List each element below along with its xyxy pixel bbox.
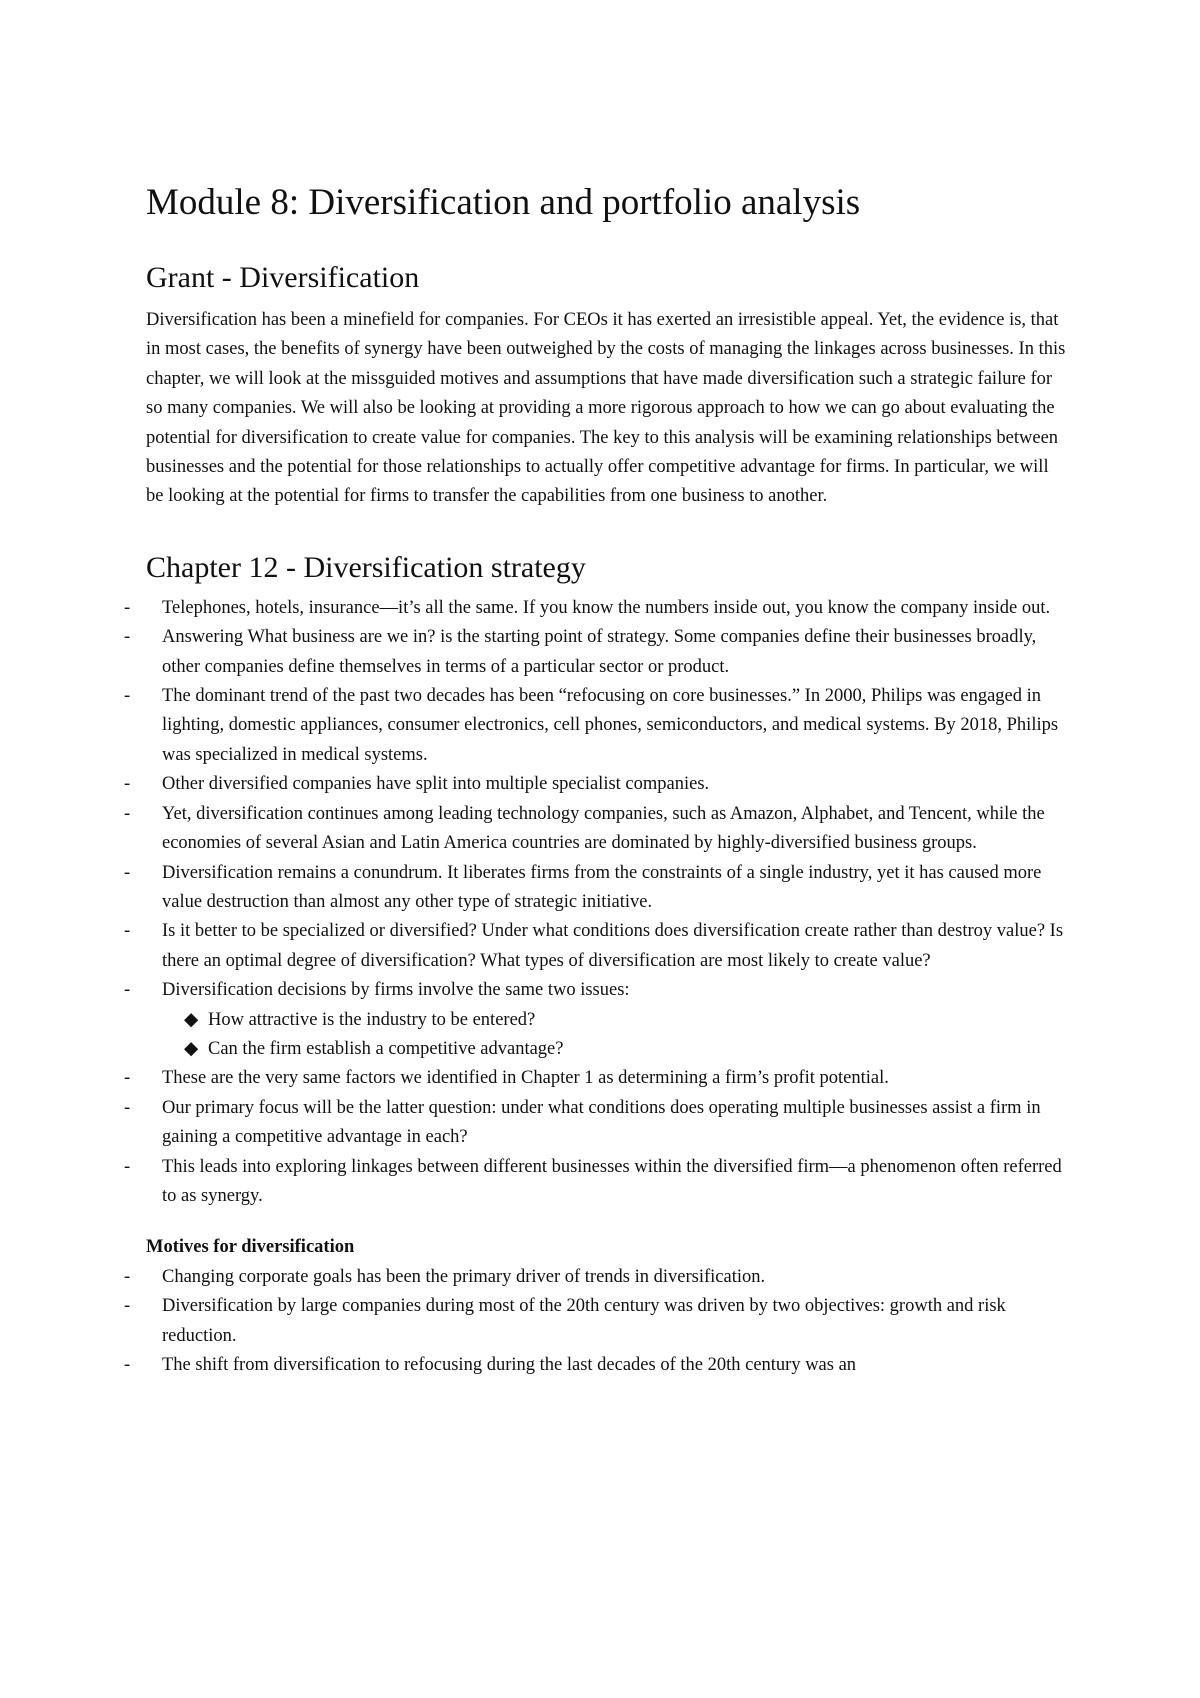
bullet-text: Is it better to be specialized or diversified? Under what conditions does diversification create rather than destroy value? Is there an optimal degree of diversification? What types of diversification are most likely to create value? <box>162 921 1064 971</box>
bullet-item <box>124 917 1066 976</box>
bullet-item <box>124 1153 1066 1212</box>
document-content <box>124 178 1066 1380</box>
chapter-bullet-list <box>124 594 1066 1006</box>
bullet-item <box>124 682 1066 770</box>
bullet-item <box>124 1263 1066 1292</box>
diamond-bullet-icon: ◆ <box>184 1038 199 1059</box>
bullet-dash: - <box>124 980 131 1001</box>
section-heading-chapter-12: Chapter 12 - Diversification strategy <box>146 550 586 584</box>
bullet-item <box>124 976 1066 1005</box>
bullet-dash: - <box>124 1097 131 1118</box>
bullet-dash: - <box>124 1296 131 1317</box>
bullet-text: Telephones, hotels, insurance—it’s all the same. If you know the numbers inside out, you know the company inside out. <box>162 597 1051 618</box>
bullet-dash: - <box>124 597 131 618</box>
bullet-item <box>124 1064 1066 1093</box>
intro-paragraph: Diversification has been a minefield for companies. For CEOs it has exerted an irresistible appeal. Yet, the evidence is, that in most cases, the benefits of synergy have been outweighed by the costs of managing the linkages across businesses. In this chapter, we will look at the missguided motives and assumptions that have made diversification such a strategic failure for so many companies. We will also be looking at providing a more rigorous approach to how we can go about evaluating the potential for diversification to create value for companies. The key to this analysis will be examining relationships between businesses and the potential for those relationships to actually offer competitive advantage for firms. In particular, we will be looking at the potential for firms to transfer the capabilities from one business to another. <box>146 310 1066 507</box>
page-title: Module 8: Diversification and portfolio analysis <box>146 182 861 223</box>
chapter-bullet-list-continued <box>124 1064 1066 1211</box>
bullet-dash: - <box>124 774 131 795</box>
bullet-text: These are the very same factors we identified in Chapter 1 as determining a firm’s profit potential. <box>162 1068 889 1089</box>
bullet-item <box>124 800 1066 859</box>
bullet-dash: - <box>124 803 131 824</box>
bullet-text: The shift from diversification to refocusing during the last decades of the 20th century was an <box>162 1355 857 1375</box>
bullet-dash: - <box>124 862 131 883</box>
bullet-text: Yet, diversification continues among leading technology companies, such as Amazon, Alphabet, and Tencent, while the economies of several Asian and Latin America countries are dominated by highly-diversified business groups. <box>162 803 1045 854</box>
bullet-dash: - <box>124 921 131 942</box>
motives-bullet-list <box>124 1263 1066 1381</box>
bullet-item <box>124 1094 1066 1153</box>
subsection-heading-motives: Motives for diversification <box>146 1237 355 1258</box>
bullet-item <box>124 770 1066 799</box>
bullet-text: Changing corporate goals has been the primary driver of trends in diversification. <box>162 1266 766 1287</box>
bullet-text: Diversification by large companies during most of the 20th century was driven by two objectives: growth and risk reduction. <box>162 1296 1006 1346</box>
sub-item <box>146 1035 1066 1064</box>
bullet-text: Diversification decisions by firms involve the same two issues: <box>162 980 630 1001</box>
section-heading-grant: Grant - Diversification <box>146 261 420 294</box>
bullet-text: The dominant trend of the past two decades has been “refocusing on core businesses.” In 2000, Philips was engaged in lighting, domestic appliances, consumer electronics, cell phones, semiconductors, and medical systems. By 2018, Philips was specialized in medical systems. <box>162 686 1059 765</box>
bullet-text: Other diversified companies have split into multiple specialist companies. <box>162 774 710 795</box>
bullet-text: Answering What business are we in? is the starting point of strategy. Some companies define their businesses broadly, other companies define themselves in terms of a particular sector or product. <box>162 627 1037 677</box>
bullet-item <box>124 594 1066 623</box>
bullet-dash: - <box>124 686 131 707</box>
bullet-item <box>124 623 1066 682</box>
bullet-text: Our primary focus will be the latter question: under what conditions does operating multiple businesses assist a firm in gaining a competitive advantage in each? <box>162 1097 1041 1148</box>
bullet-text: This leads into exploring linkages between different businesses within the diversified firm—a phenomenon often referred to as synergy. <box>162 1156 1062 1206</box>
bullet-dash: - <box>124 1156 131 1177</box>
bullet-dash: - <box>124 1355 131 1375</box>
bullet-text: Diversification remains a conundrum. It liberates firms from the constraints of a single industry, yet it has caused more value destruction than almost any other type of strategic initiative. <box>162 862 1042 912</box>
bullet-dash: - <box>124 1068 131 1089</box>
bullet-item <box>124 1292 1066 1351</box>
sub-item-text: Can the firm establish a competitive advantage? <box>208 1038 564 1059</box>
sub-item-text: How attractive is the industry to be entered? <box>208 1009 536 1030</box>
bullet-dash: - <box>124 1266 131 1287</box>
bullet-item <box>124 1351 1066 1380</box>
diamond-bullet-icon: ◆ <box>184 1009 199 1030</box>
bullet-dash: - <box>124 627 131 648</box>
bullet-item <box>124 859 1066 918</box>
sub-item <box>146 1006 1066 1035</box>
